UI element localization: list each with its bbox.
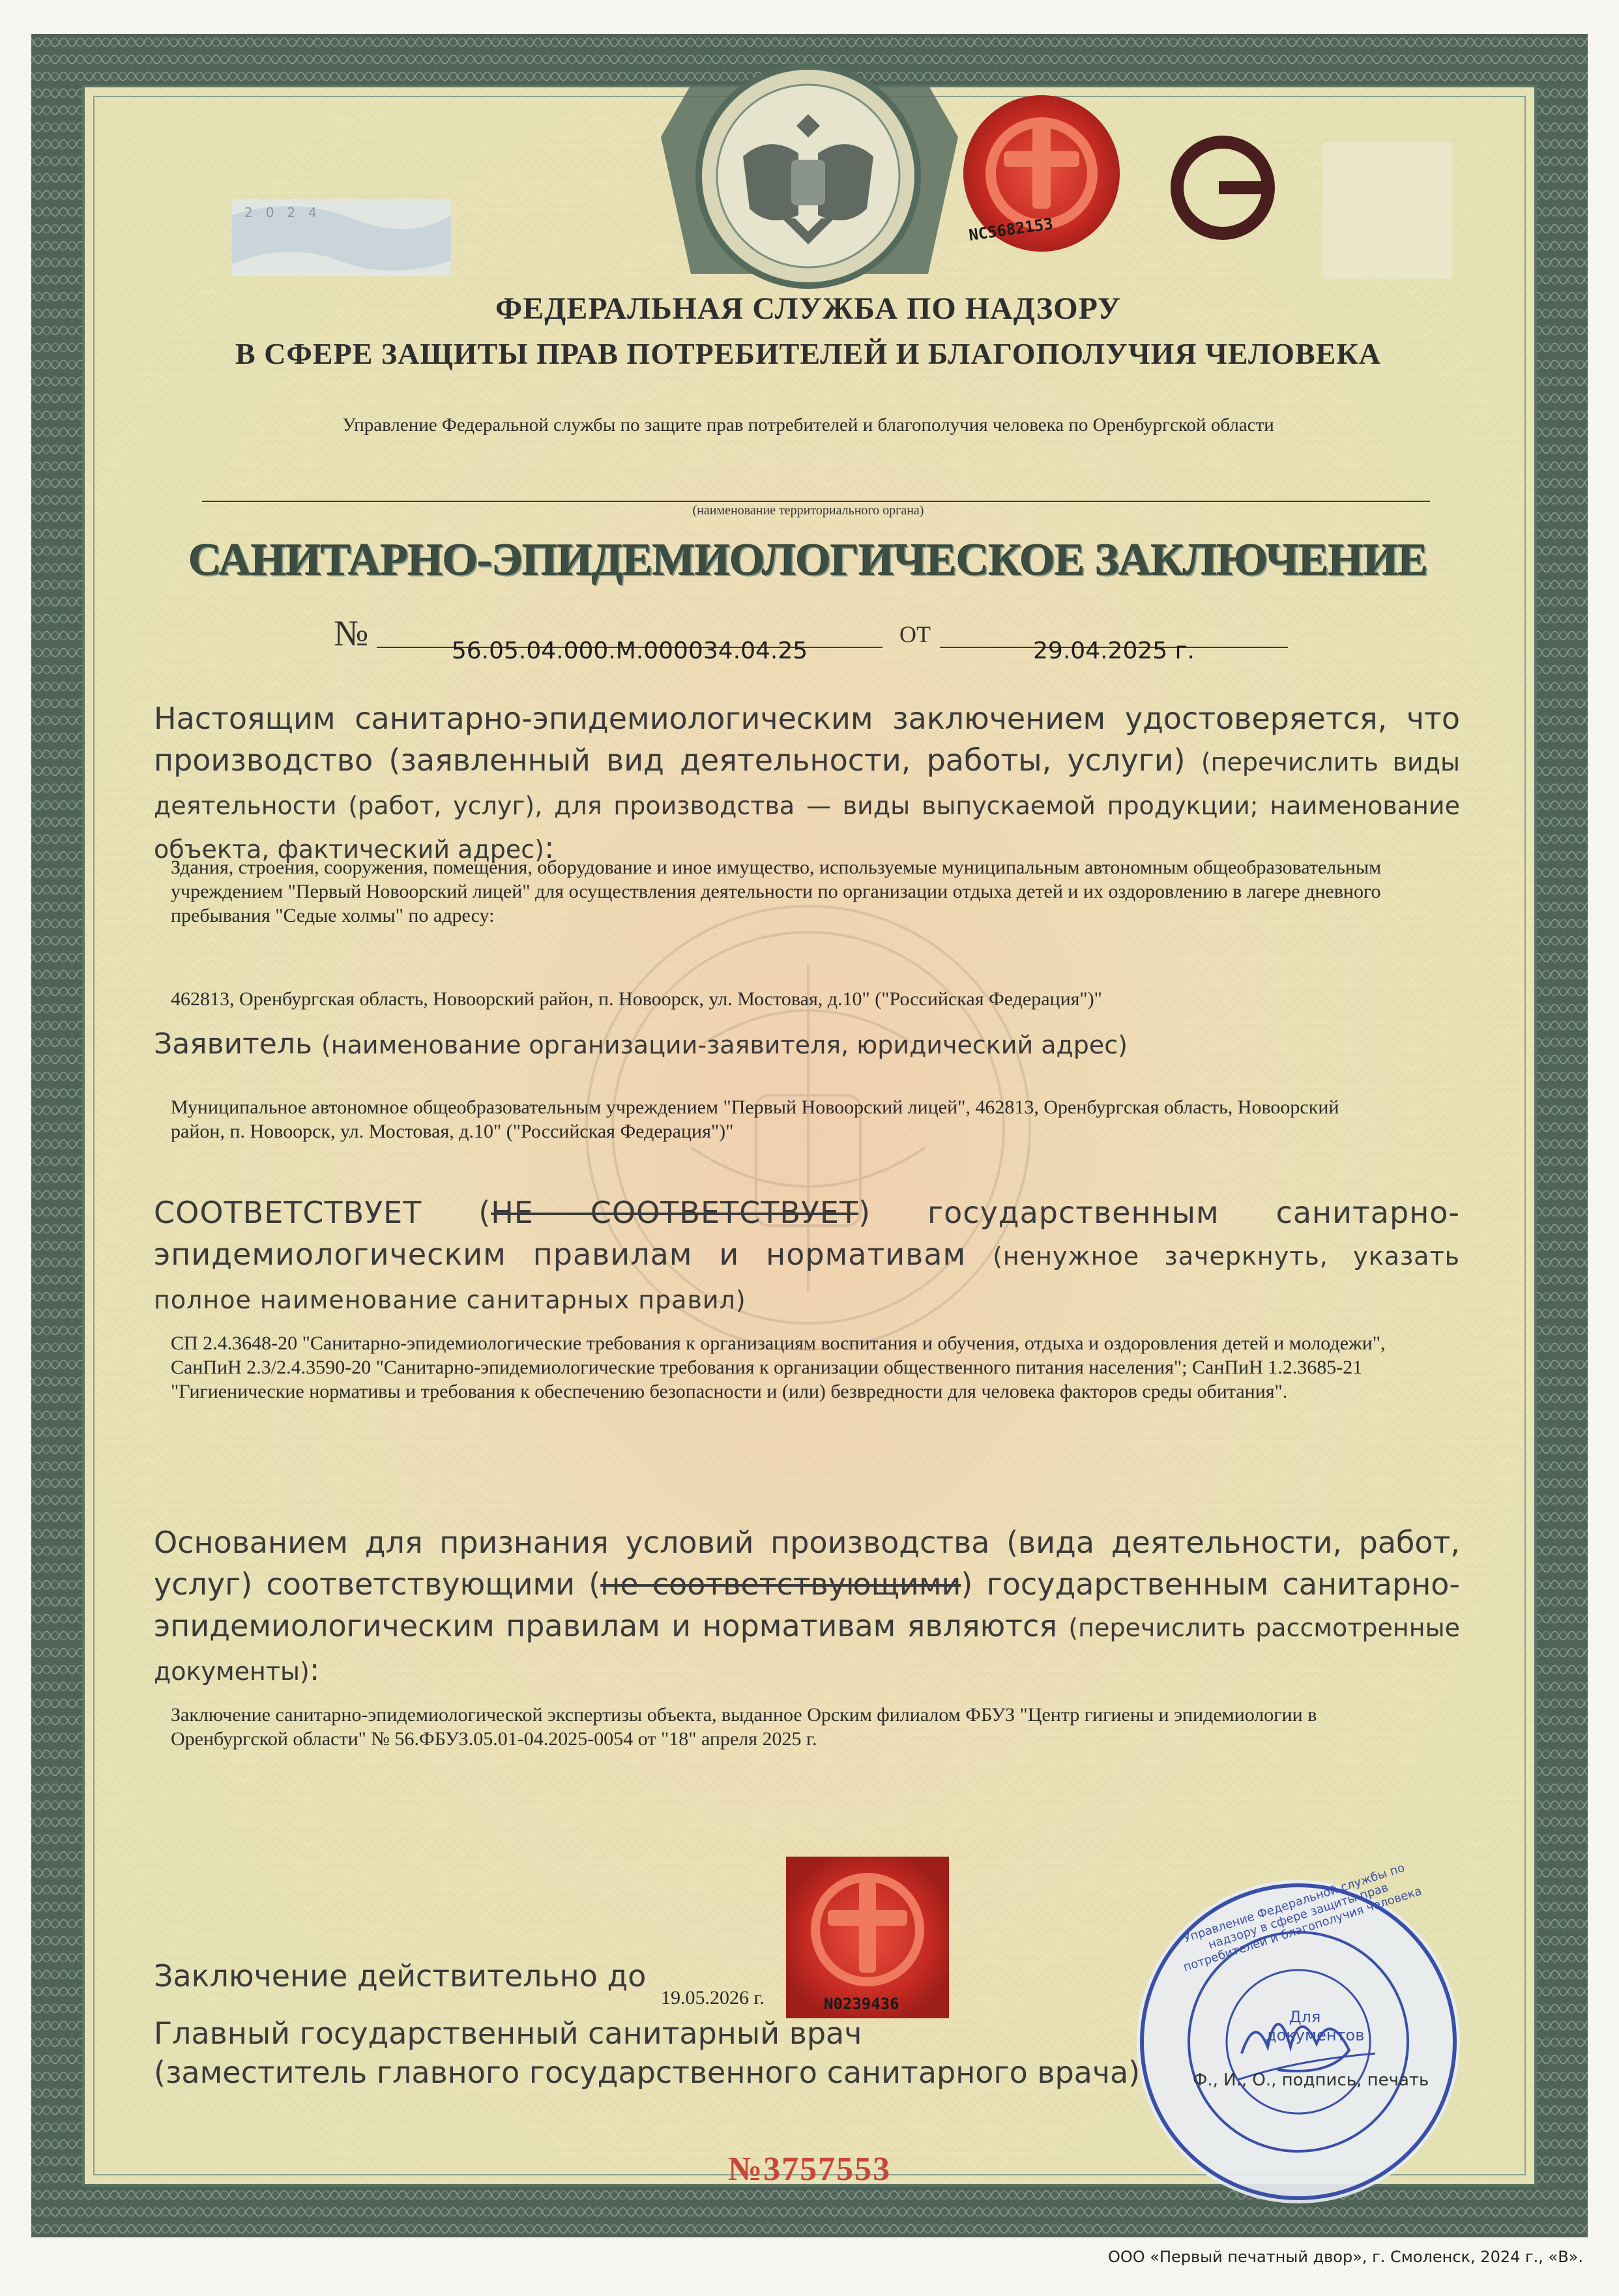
- compliance-hint: (ненужное зачеркнуть, указать полное наименование санитарных правил): [154, 1242, 1460, 1314]
- applicant-label: Заявитель: [154, 1027, 312, 1061]
- object-address: 462813, Оренбургская область, Новоорский район, п. Новоорск, ул. Мостовая, д.10" ("Российская Федерация")": [171, 988, 1102, 1010]
- signature-caption: Ф., И., О., подпись, печать: [1193, 2070, 1429, 2090]
- deputy-doctor-title: (заместитель главного государственного санитарного врача): [154, 2055, 1141, 2090]
- applicant-hint: (наименование организации-заявителя, юридический адрес): [321, 1031, 1128, 1059]
- compliance-rest: государственным санитарно-эпидемиологическим правилам и нормативам: [154, 1195, 1461, 1272]
- basis-part1: Основанием для признания условий производства (вида деятельности, работ, услуг) соответствующими: [154, 1525, 1460, 1602]
- compliance-struck-text: НЕ СООТВЕТСТВУЕТ: [491, 1195, 859, 1230]
- basis-colon: :: [309, 1652, 320, 1687]
- object-description: Здания, строения, сооружения, помещения, оборудование и иное имущество, используемые муниципальным автономным общеобразовательным учреждением "Первый Новоорский лицей" для осуществления деятельности по организации отдыха детей и их оздоровлению в лагере дневного пребывания "Седые холмы" по адресу:: [171, 857, 1382, 926]
- intro-paragraph: [154, 698, 1460, 870]
- compliance-close-paren: ): [858, 1195, 871, 1230]
- basis-part2: государственным санитарно-эпидемиологическим правилам и нормативам являются: [154, 1567, 1461, 1643]
- validity-label: Заключение действительно до: [154, 1958, 647, 1994]
- intro-hint: (перечислить виды деятельности (работ, услуг), для производства — виды выпускаемой продукции; наименование объекта, фактический адрес): [154, 748, 1460, 864]
- number-sign: №: [334, 613, 369, 654]
- service-name-line2: В СФЕРЕ ЗАЩИТЫ ПРАВ ПОТРЕБИТЕЛЕЙ И БЛАГОПОЛУЧИЯ ЧЕЛОВЕКА: [235, 337, 1381, 370]
- conclusion-date: 29.04.2025 г.: [1033, 638, 1195, 664]
- hologram-top-number: NC5682153: [967, 214, 1055, 244]
- compliance-open-paren: (: [478, 1195, 491, 1230]
- basis-hint: (перечислить рассмотренные документы): [154, 1613, 1461, 1686]
- document-title: САНИТАРНО-ЭПИДЕМИОЛОГИЧЕСКОЕ ЗАКЛЮЧЕНИЕ: [188, 535, 1428, 585]
- hologram-bottom-number: N0239436: [824, 1995, 899, 2013]
- authority-caption: (наименование территориального органа): [692, 503, 924, 518]
- basis-open-paren: (: [589, 1567, 601, 1602]
- service-name-line1: ФЕДЕРАЛЬНАЯ СЛУЖБА ПО НАДЗОРУ: [495, 291, 1121, 326]
- basis-struck-text: не соответствующими: [600, 1567, 961, 1602]
- applicant-heading: [154, 1027, 1128, 1061]
- form-serial-number: №3757553: [727, 2151, 892, 2188]
- basis-paragraph: [154, 1522, 1460, 1692]
- territorial-authority: Управление Федеральной службы по защите прав потребителей и благополучия человека по Оренбургской области: [342, 415, 1274, 435]
- security-strip-year: 2024: [244, 205, 330, 220]
- validity-date: 19.05.2026 г.: [661, 1987, 765, 2009]
- conclusion-number: 56.05.04.000.М.000034.04.25: [451, 638, 808, 664]
- basis-documents: Заключение санитарно-эпидемиологической экспертизы объекта, выданное Орским филиалом ФБУЗ "Центр гигиены и эпидемиологии в Оренбургской области" № 56.ФБУЗ.05.01-04.2025-0054 от "18" апреля 2025 г.: [171, 1704, 1317, 1750]
- intro-colon: :: [544, 830, 555, 865]
- applicant-value: Муниципальное автономное общеобразовательным учреждением "Первый Новоорский лицей", 462813, Оренбургская область, Новоорский район, п. Новоорск, ул. Мостовая, д.10" ("Российская Федерация")": [171, 1096, 1339, 1142]
- sanitary-rules-list: СП 2.4.3648-20 "Санитарно-эпидемиологические требования к организациям воспитания и обучения, отдыха и оздоровления детей и молодежи", СанПиН 2.3/2.4.3590-20 "Санитарно-эпидемиологические требования к организации общественного питания населения"; СанПиН 1.2.3685-21 "Гигиенические нормативы и требования к обеспечению безопасности и (или) безвредности для человека факторов среды обитания".: [171, 1332, 1386, 1402]
- chief-doctor-title: Главный государственный санитарный врач: [154, 2016, 862, 2051]
- authority-underline: [202, 501, 1430, 502]
- basis-close-paren: ): [961, 1567, 973, 1602]
- stamp-ring-text: Управление Федеральной службы по надзору в сфере защиты прав потребителей и благополучия человека: [1181, 1861, 1423, 1975]
- compliance-paragraph: [154, 1192, 1460, 1321]
- intro-main-text: Настоящим санитарно-эпидемиологическим заключением удостоверяется, что производство (заявленный вид деятельности, работы, услуги): [154, 701, 1460, 778]
- date-from-label: ОТ: [899, 621, 931, 647]
- printer-imprint: ООО «Первый печатный двор», г. Смоленск, 2024 г., «В».: [1108, 2248, 1583, 2266]
- compliance-word: СООТВЕТСТВУЕТ: [154, 1195, 422, 1230]
- stamp-center-text: Для документов: [1266, 2008, 1365, 2044]
